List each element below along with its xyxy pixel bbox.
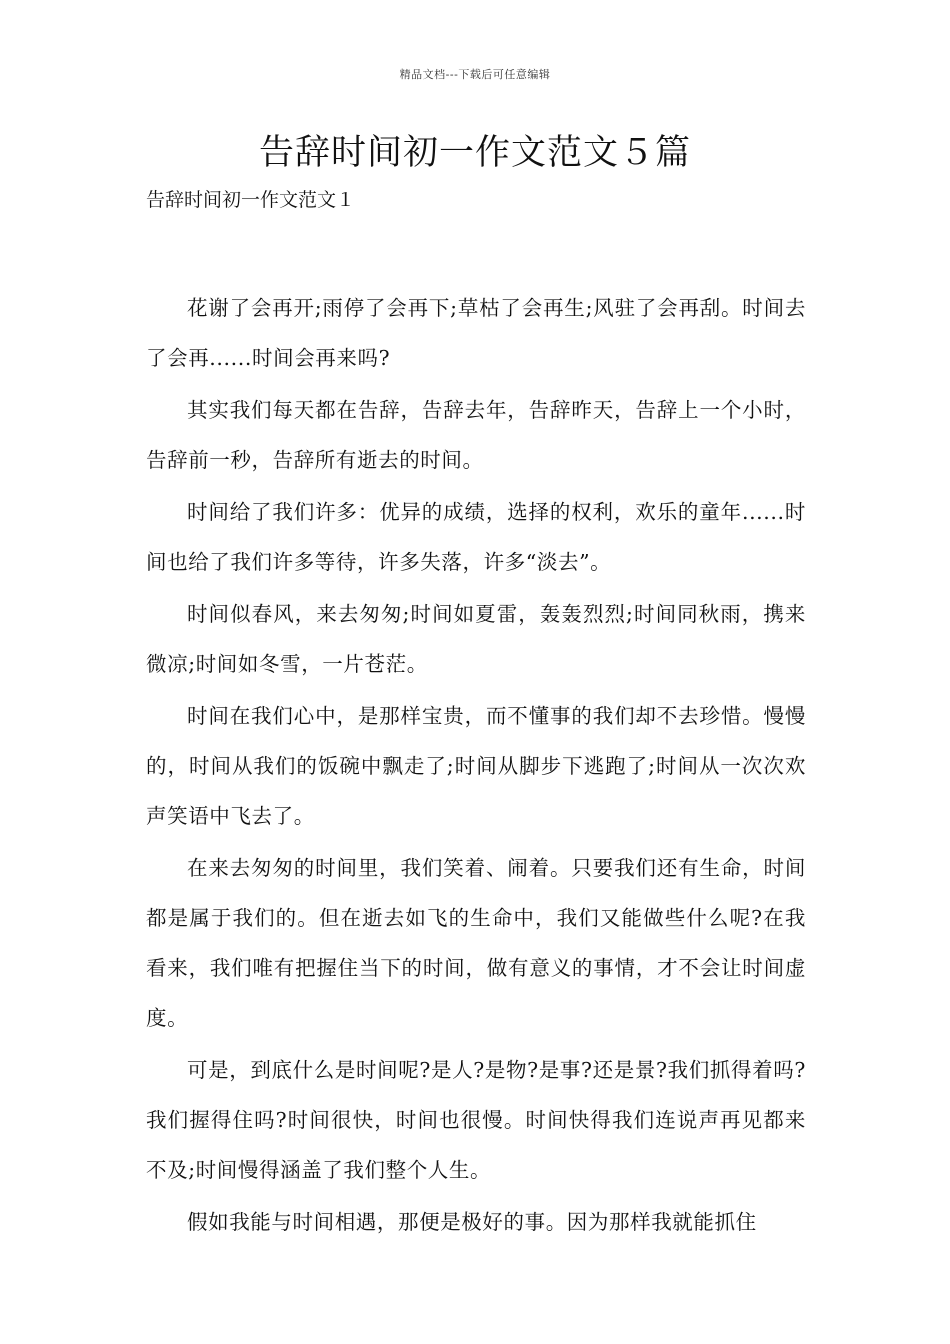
paragraph: 可是，到底什么是时间呢?是人?是物?是事?还是景?我们抓得着吗?我们握得住吗?时间很快，时间也很慢。时间快得我们连说声再见都来不及;时间慢得涵盖了我们整个人生。 [146,1058,806,1182]
paragraph: 时间给了我们许多：优异的成绩，选择的权利，欢乐的童年......时间也给了我们许多等待，许多失落，许多“淡去”。 [146,500,806,574]
body-text [146,283,806,1249]
section-subtitle: 告辞时间初一作文范文１ [146,189,356,211]
paragraph: 在来去匆匆的时间里，我们笑着、闹着。只要我们还有生命，时间都是属于我们的。但在逝去如飞的生命中，我们又能做些什么呢?在我看来，我们唯有把握住当下的时间，做有意义的事情，才不会让时间虚度。 [146,856,806,1030]
paragraph: 假如我能与时间相遇，那便是极好的事。因为那样我就能抓住 [187,1210,757,1234]
paragraph: 时间似春风，来去匆匆;时间如夏雷，轰轰烈烈;时间同秋雨，携来微凉;时间如冬雪，一片苍茫。 [146,602,806,676]
paragraph: 花谢了会再开;雨停了会再下;草枯了会再生;风驻了会再刮。时间去了会再......时间会再来吗? [146,296,806,370]
paragraph: 其实我们每天都在告辞，告辞去年，告辞昨天，告辞上一个小时，告辞前一秒，告辞所有逝去的时间。 [146,398,806,472]
paragraph: 时间在我们心中，是那样宝贵，而不懂事的我们却不去珍惜。慢慢的，时间从我们的饭碗中飘走了;时间从脚步下逃跑了;时间从一次次欢声笑语中飞去了。 [146,704,806,828]
document-title: 告辞时间初一作文范文５篇 [258,133,691,173]
header-note: 精品文档---下载后可任意编辑 [399,68,551,81]
